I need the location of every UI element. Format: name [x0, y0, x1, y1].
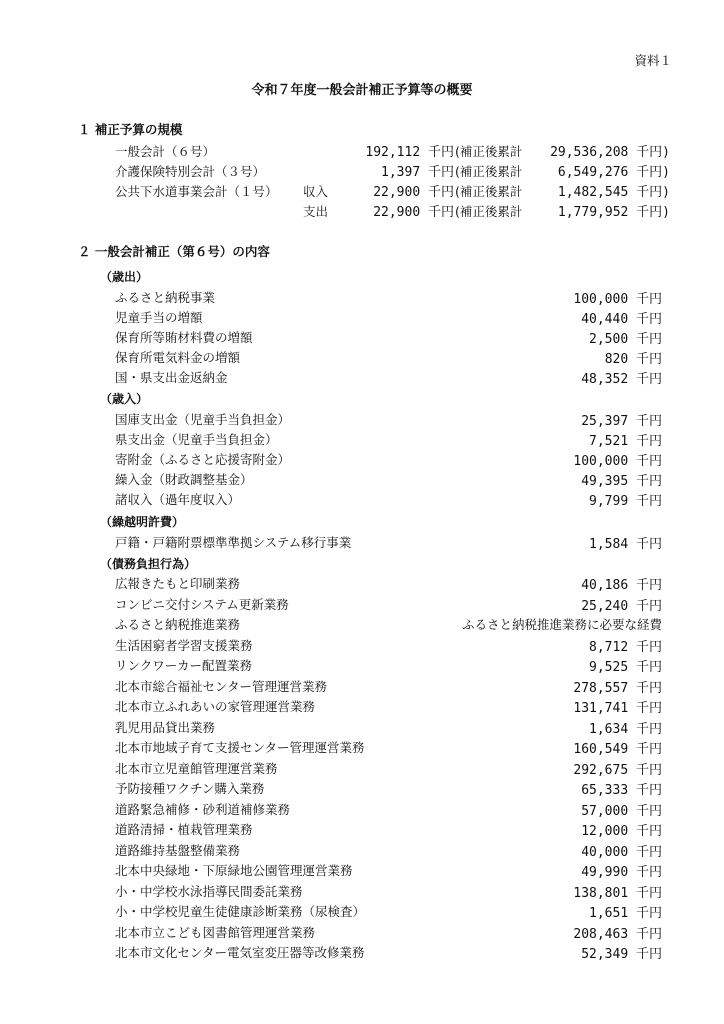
item-name: 北本市総合福祉センター管理運営業務: [115, 679, 328, 694]
item-amount: 49,395 千円: [581, 474, 662, 489]
budget-note: (補正後累計: [455, 184, 523, 199]
budget-total: 1,779,952 千円): [557, 205, 670, 220]
item-amount: 52,349 千円: [581, 947, 662, 962]
item-name: 北本市立こども図書館管理運営業務: [115, 925, 316, 940]
document-reference: 資料１: [634, 53, 672, 68]
item-name: 戸籍・戸籍附票標準準拠システム移行事業: [115, 535, 352, 550]
list-item: [0, 593, 724, 614]
item-name: 国庫支出金（児童手当負担金）: [115, 412, 291, 427]
list-item: [0, 654, 724, 675]
list-item: [0, 634, 724, 655]
item-name: 国・県支出金返納金: [115, 370, 228, 385]
budget-amount: 22,900 千円: [373, 205, 454, 220]
item-name: 小・中学校児童生徒健康診断業務（尿検査）: [115, 904, 366, 919]
list-item: [0, 488, 724, 509]
list-item: [0, 531, 724, 552]
item-amount: 1,651 千円: [589, 906, 662, 921]
item-name: ふるさと納税事業: [115, 290, 216, 305]
list-item: [0, 818, 724, 839]
item-amount: 12,000 千円: [581, 824, 662, 839]
item-amount: 57,000 千円: [581, 804, 662, 819]
list-item: [0, 675, 724, 696]
item-amount: 100,000 千円: [573, 292, 662, 307]
list-item: [0, 428, 724, 449]
item-name: 児童手当の増額: [115, 310, 203, 325]
budget-kind: 収入: [303, 184, 329, 199]
budget-account-name: 介護保険特別会計（３号）: [115, 164, 266, 179]
list-item: [0, 306, 724, 327]
list-item: [0, 900, 724, 921]
item-name: 広報きたもと印刷業務: [115, 576, 241, 591]
item-name: リンクワーカー配置業務: [115, 658, 253, 673]
carryover-label: （繰越明許費）: [100, 515, 185, 529]
list-item: [0, 572, 724, 593]
item-amount: 40,000 千円: [581, 845, 662, 860]
item-amount: 1,634 千円: [589, 722, 662, 737]
item-name: 県支出金（児童手当負担金）: [115, 432, 278, 447]
item-amount: 7,521 千円: [589, 434, 662, 449]
item-amount: 2,500 千円: [589, 332, 662, 347]
item-name: 生活困窮者学習支援業務: [115, 638, 253, 653]
section2-heading: ２ 一般会計補正（第６号）の内容: [78, 244, 270, 259]
item-amount: 40,440 千円: [581, 312, 662, 327]
list-item: [0, 941, 724, 962]
section1-heading: １ 補正予算の規模: [78, 122, 183, 137]
item-amount: 25,397 千円: [581, 414, 662, 429]
item-name: 予防接種ワクチン購入業務: [115, 781, 265, 796]
item-name: 道路清掃・植栽管理業務: [115, 822, 253, 837]
list-item: [0, 366, 724, 387]
item-amount: 65,333 千円: [581, 783, 662, 798]
list-item: [0, 757, 724, 778]
item-amount: 160,549 千円: [573, 742, 662, 757]
budget-amount: 1,397 千円: [381, 165, 454, 180]
budget-total: 6,549,276 千円): [557, 165, 670, 180]
budget-amount: 192,112 千円: [365, 145, 454, 160]
item-amount: 9,525 千円: [589, 660, 662, 675]
item-amount: 208,463 千円: [573, 927, 662, 942]
item-name: 北本市文化センター電気室変圧器等改修業務: [115, 945, 365, 960]
item-amount: ふるさと納税推進業務に必要な経費: [461, 617, 662, 632]
item-name: 北本市立ふれあいの家管理運営業務: [115, 699, 316, 714]
item-name: 乳児用品貸出業務: [115, 720, 216, 735]
budget-total: 29,536,208 千円): [550, 145, 670, 160]
item-name: 繰入金（財政調整基金）: [115, 472, 253, 487]
item-amount: 131,741 千円: [573, 701, 662, 716]
list-item: [0, 448, 724, 469]
list-item: [0, 921, 724, 942]
item-name: コンビニ交付システム更新業務: [115, 597, 289, 612]
budget-amount: 22,900 千円: [373, 185, 454, 200]
item-amount: 40,186 千円: [581, 578, 662, 593]
list-item: [0, 859, 724, 880]
item-name: 寄附金（ふるさと応援寄附金）: [115, 452, 291, 467]
list-item: [0, 880, 724, 901]
budget-account-name: 公共下水道事業会計（１号）: [115, 184, 278, 199]
list-item: [0, 326, 724, 347]
item-amount: 100,000 千円: [573, 454, 662, 469]
revenue-label: （歳入）: [100, 392, 149, 406]
list-item: [0, 613, 724, 631]
item-name: ふるさと納税推進業務: [115, 617, 241, 632]
list-item: [0, 346, 724, 367]
list-item: [0, 408, 724, 429]
list-item: [0, 839, 724, 860]
budget-account-name: 一般会計（６号）: [115, 144, 216, 159]
item-amount: 820 千円: [604, 352, 662, 367]
list-item: [0, 736, 724, 757]
item-name: 諸収入（過年度収入）: [115, 492, 241, 507]
item-amount: 292,675 千円: [573, 763, 662, 778]
item-name: 小・中学校水泳指導民間委託業務: [115, 884, 303, 899]
item-amount: 1,584 千円: [589, 537, 662, 552]
item-amount: 25,240 千円: [581, 599, 662, 614]
item-name: 保育所等賄材料費の増額: [115, 330, 253, 345]
list-item: [0, 286, 724, 307]
debt-burden-label: （債務負担行為）: [100, 557, 197, 571]
item-amount: 48,352 千円: [581, 372, 662, 387]
budget-kind: 支出: [303, 204, 329, 219]
list-item: [0, 695, 724, 716]
item-amount: 8,712 千円: [589, 640, 662, 655]
item-amount: 138,801 千円: [573, 886, 662, 901]
expenditure-label: （歳出）: [100, 270, 149, 284]
list-item: [0, 468, 724, 489]
item-name: 道路緊急補修・砂利道補修業務: [115, 802, 291, 817]
budget-total: 1,482,545 千円): [557, 185, 670, 200]
list-item: [0, 716, 724, 737]
budget-note: (補正後累計: [455, 204, 523, 219]
page-title: 令和７年度一般会計補正予算等の概要: [251, 83, 473, 98]
item-name: 北本市立児童館管理運営業務: [115, 761, 278, 776]
item-amount: 9,799 千円: [589, 494, 662, 509]
item-name: 保育所電気料金の増額: [115, 350, 241, 365]
item-name: 北本中央緑地・下原緑地公園管理運営業務: [115, 863, 353, 878]
item-name: 道路維持基盤整備業務: [115, 843, 241, 858]
item-name: 北本市地域子育て支援センター管理運営業務: [115, 740, 365, 755]
item-amount: 278,557 千円: [573, 681, 662, 696]
list-item: [0, 798, 724, 819]
list-item: [0, 777, 724, 798]
budget-note: (補正後累計: [455, 144, 523, 159]
budget-note: (補正後累計: [455, 164, 523, 179]
item-amount: 49,990 千円: [581, 865, 662, 880]
